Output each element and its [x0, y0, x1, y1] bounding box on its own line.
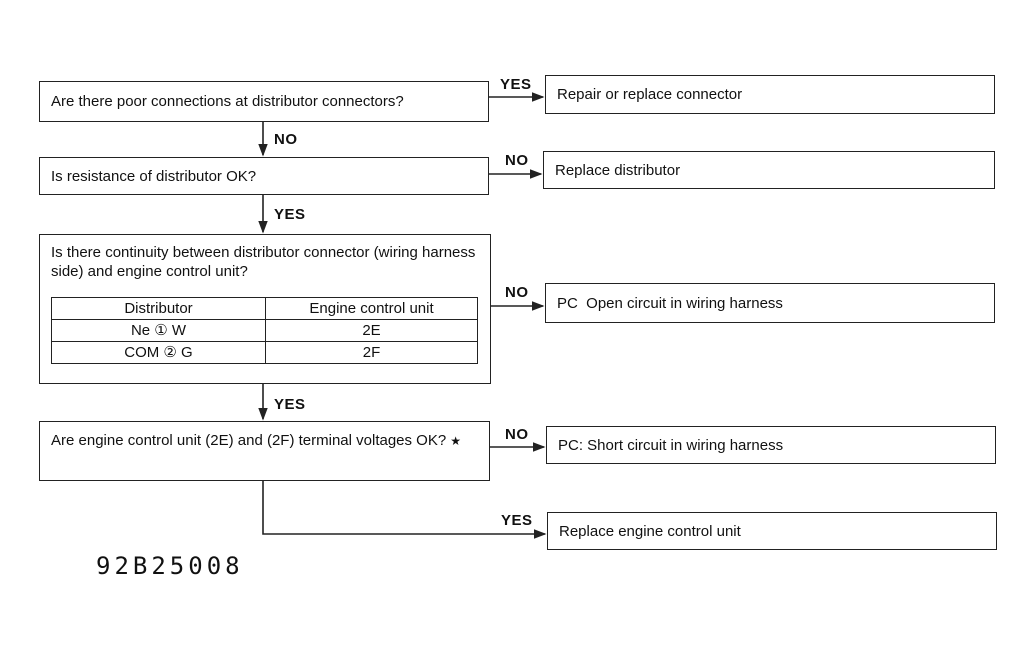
- branch-label-yes: YES: [274, 396, 306, 413]
- table-cell: 2F: [266, 342, 478, 364]
- action-text: Repair or replace connector: [557, 86, 743, 103]
- table-header-row: [52, 298, 478, 320]
- table-cell: 2E: [266, 320, 478, 342]
- star-mark: ★: [450, 434, 461, 448]
- action-text: Replace engine control unit: [559, 522, 741, 540]
- figure-id: 92B25008: [96, 552, 244, 580]
- continuity-table: [51, 297, 478, 364]
- table-header-cell: Distributor: [52, 298, 266, 320]
- branch-label-yes: YES: [501, 512, 533, 529]
- branch-label-no: NO: [505, 426, 529, 443]
- action-box-replace-ecu: [547, 512, 997, 550]
- action-text: PC Open circuit in wiring harness: [557, 294, 783, 312]
- question-text-wrap: [51, 422, 489, 451]
- question-box-voltages: [39, 421, 490, 481]
- question-box-resistance: [39, 157, 489, 195]
- branch-label-no: NO: [274, 131, 298, 148]
- branch-label-no: NO: [505, 152, 529, 169]
- question-text: Is resistance of distributor OK?: [51, 167, 257, 185]
- action-text: Replace distributor: [555, 161, 681, 179]
- action-box-open-circuit: [545, 283, 995, 323]
- question-text: Are there poor connections at distributor connectors?: [51, 93, 404, 110]
- branch-label-no: NO: [505, 284, 529, 301]
- table-row: [52, 342, 478, 364]
- action-box-replace-distributor: [543, 151, 995, 189]
- table-cell: COM ② G: [52, 342, 266, 364]
- question-text: Is there continuity between distributor connector (wiring harness side) and engine control unit?: [51, 244, 476, 280]
- question-text: Are engine control unit (2E) and (2F) terminal voltages OK?: [51, 432, 447, 449]
- branch-label-yes: YES: [274, 206, 306, 223]
- action-text: PC: Short circuit in wiring harness: [558, 436, 784, 454]
- question-box-continuity: [39, 234, 491, 384]
- question-box-connections: [39, 81, 489, 122]
- table-header-cell: Engine control unit: [266, 298, 478, 320]
- table-row: [52, 320, 478, 342]
- branch-label-yes: YES: [500, 76, 532, 93]
- action-box-short-circuit: [546, 426, 996, 464]
- table-cell: Ne ① W: [52, 320, 266, 342]
- action-box-repair-connector: [545, 75, 995, 114]
